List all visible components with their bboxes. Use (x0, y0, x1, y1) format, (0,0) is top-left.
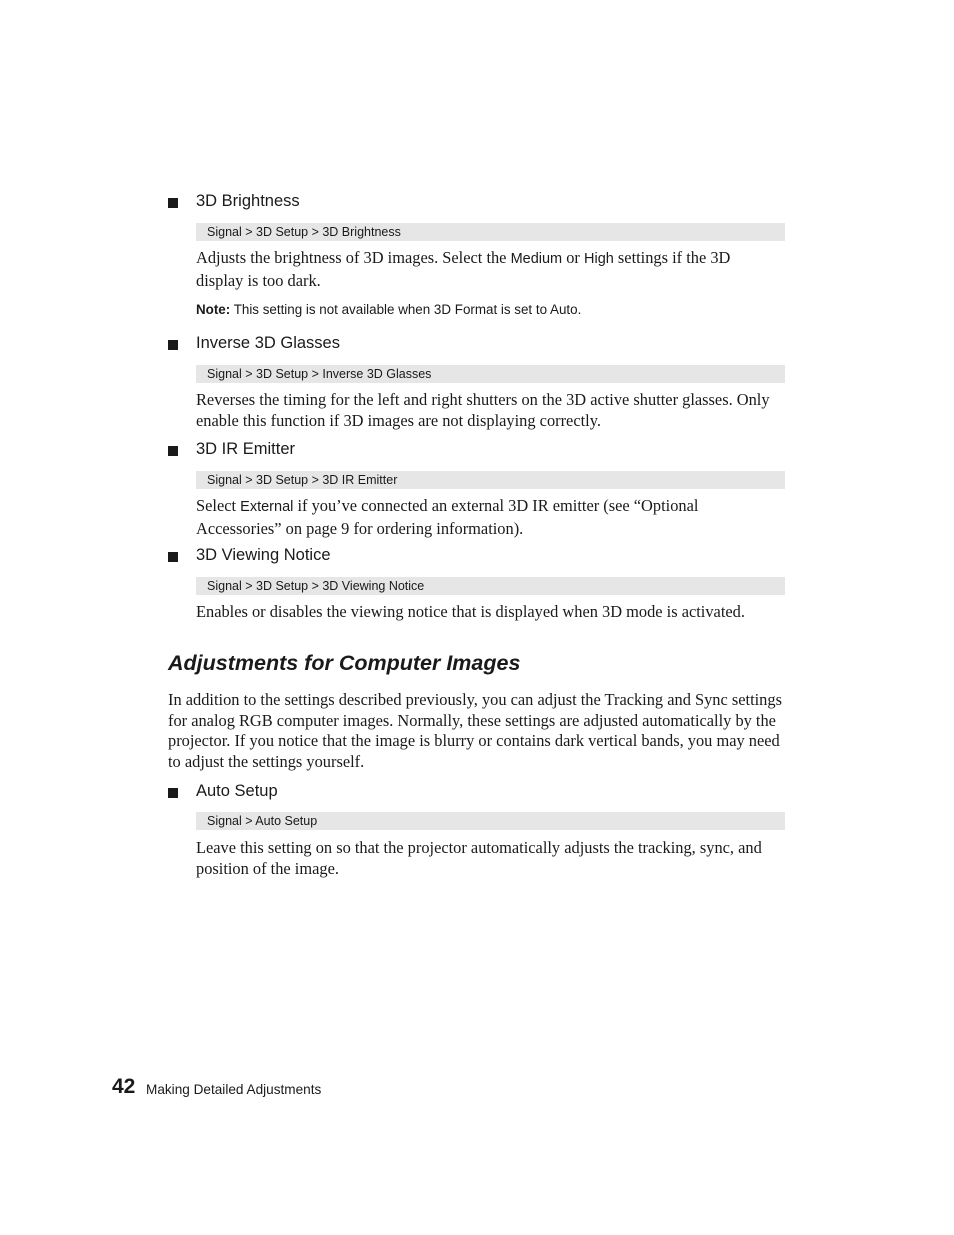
chapter-title: Making Detailed Adjustments (146, 1082, 322, 1097)
menu-path-bar (196, 812, 785, 830)
section-title: 3D Brightness (196, 192, 300, 210)
square-bullet-icon (168, 446, 178, 456)
option-name: External (240, 499, 294, 515)
menu-path-bar (196, 471, 785, 489)
square-bullet-icon (168, 340, 178, 350)
option-name: High (584, 251, 614, 267)
option-name: Medium (510, 251, 563, 267)
menu-path: Signal > 3D Setup > 3D Brightness (207, 225, 401, 239)
section-title: Inverse 3D Glasses (196, 334, 340, 352)
note (196, 302, 581, 317)
menu-path: Signal > 3D Setup > 3D Viewing Notice (207, 579, 425, 593)
option-name: Auto (550, 302, 578, 317)
text: if you’ve connected an external 3D IR emitter (see “Optional Accessories” on page 9 for ordering information). (196, 496, 699, 538)
square-bullet-icon (168, 198, 178, 208)
text: Select (196, 496, 241, 515)
description-paragraph: Leave this setting on so that the projector automatically adjusts the tracking, sync, and position of the image. (196, 838, 762, 878)
square-bullet-icon (168, 788, 178, 798)
text: settings if the 3D display is too dark. (196, 248, 731, 290)
section-title: 3D Viewing Notice (196, 546, 331, 564)
menu-path: Signal > 3D Setup > Inverse 3D Glasses (207, 367, 432, 381)
menu-path-bar (196, 577, 785, 595)
intro-paragraph: In addition to the settings described previously, you can adjust the Tracking and Sync settings for analog RGB computer images. Normally, these settings are adjusted automatically by the projector. If you notice that the image is blurry or contains dark vertical bands, you may need to adjust the settings yourself. (168, 690, 782, 771)
description-paragraph: Reverses the timing for the left and right shutters on the 3D active shutter glasses. Only enable this function if 3D images are not displaying correctly. (196, 390, 770, 430)
description-paragraph: Enables or disables the viewing notice that is displayed when 3D mode is activated. (196, 602, 745, 621)
description-paragraph (196, 247, 771, 291)
note-text: . (577, 302, 582, 317)
menu-path-bar (196, 223, 785, 241)
text: or (562, 248, 584, 267)
section-title: Auto Setup (196, 782, 278, 800)
section-heading: Adjustments for Computer Images (168, 651, 521, 675)
square-bullet-icon (168, 552, 178, 562)
menu-path: Signal > Auto Setup (207, 814, 318, 828)
section-title: 3D IR Emitter (196, 440, 296, 458)
menu-path: Signal > 3D Setup > 3D IR Emitter (207, 473, 398, 487)
note-label: Note: (196, 302, 231, 317)
description-paragraph (196, 495, 736, 539)
menu-path-bar (196, 365, 785, 383)
text: Adjusts the brightness of 3D images. Select the (196, 248, 511, 267)
note-text: This setting is not available when 3D Format is set to (230, 302, 551, 317)
page-number: 42 (112, 1075, 136, 1098)
